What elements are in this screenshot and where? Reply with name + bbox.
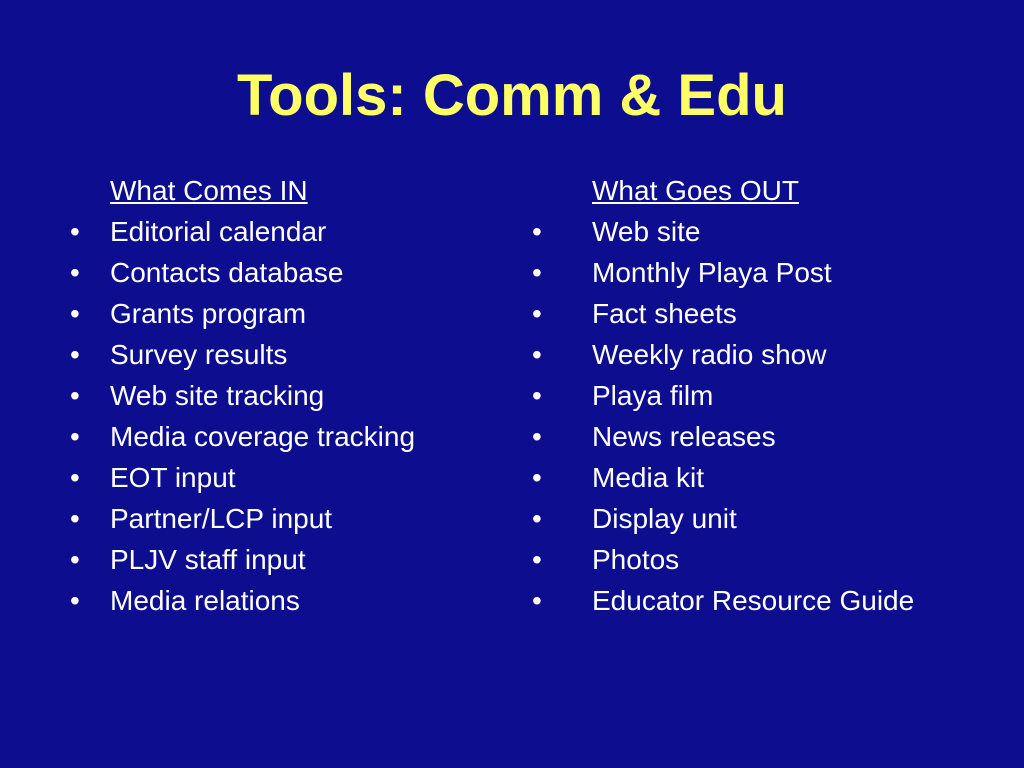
bullet-icon: • [532, 380, 542, 411]
bullet-icon: • [532, 216, 542, 247]
bullet-icon: • [532, 257, 542, 288]
list-item: • Web site [528, 211, 948, 252]
right-column [528, 170, 948, 621]
list-item: • Media relations [66, 580, 506, 621]
list-item: • Display unit [528, 498, 948, 539]
list-item: • Survey results [66, 334, 506, 375]
list-item: • Contacts database [66, 252, 506, 293]
bullet-icon: • [532, 339, 542, 370]
bullet-icon: • [532, 544, 542, 575]
slide-title: Tools: Comm & Edu [237, 63, 787, 128]
bullet-icon: • [70, 380, 80, 411]
list-item: • Grants program [66, 293, 506, 334]
bullet-icon: • [70, 585, 80, 616]
list-item: • Media kit [528, 457, 948, 498]
bullet-icon: • [532, 462, 542, 493]
bullet-icon: • [70, 503, 80, 534]
list-item: • Fact sheets [528, 293, 948, 334]
bullet-icon: • [532, 503, 542, 534]
bullet-icon: • [70, 339, 80, 370]
list-item: • Educator Resource Guide [528, 580, 948, 621]
list-item: • Monthly Playa Post [528, 252, 948, 293]
left-column [66, 170, 506, 621]
left-bullet-list [66, 211, 506, 621]
bullet-icon: • [70, 421, 80, 452]
bullet-icon: • [532, 298, 542, 329]
bullet-icon: • [70, 216, 80, 247]
bullet-icon: • [532, 585, 542, 616]
right-column-heading: What Goes OUT [592, 175, 799, 206]
list-item: • Partner/LCP input [66, 498, 506, 539]
bullet-icon: • [70, 462, 80, 493]
list-item: • Media coverage tracking [66, 416, 506, 457]
right-bullet-list [528, 211, 948, 621]
list-item: • PLJV staff input [66, 539, 506, 580]
bullet-icon: • [532, 421, 542, 452]
bullet-icon: • [70, 544, 80, 575]
list-item: • News releases [528, 416, 948, 457]
list-item: • Playa film [528, 375, 948, 416]
list-item: • EOT input [66, 457, 506, 498]
bullet-icon: • [70, 298, 80, 329]
left-column-heading: What Comes IN [110, 175, 308, 206]
list-item: • Photos [528, 539, 948, 580]
list-item: • Editorial calendar [66, 211, 506, 252]
list-item: • Web site tracking [66, 375, 506, 416]
bullet-icon: • [70, 257, 80, 288]
list-item: • Weekly radio show [528, 334, 948, 375]
